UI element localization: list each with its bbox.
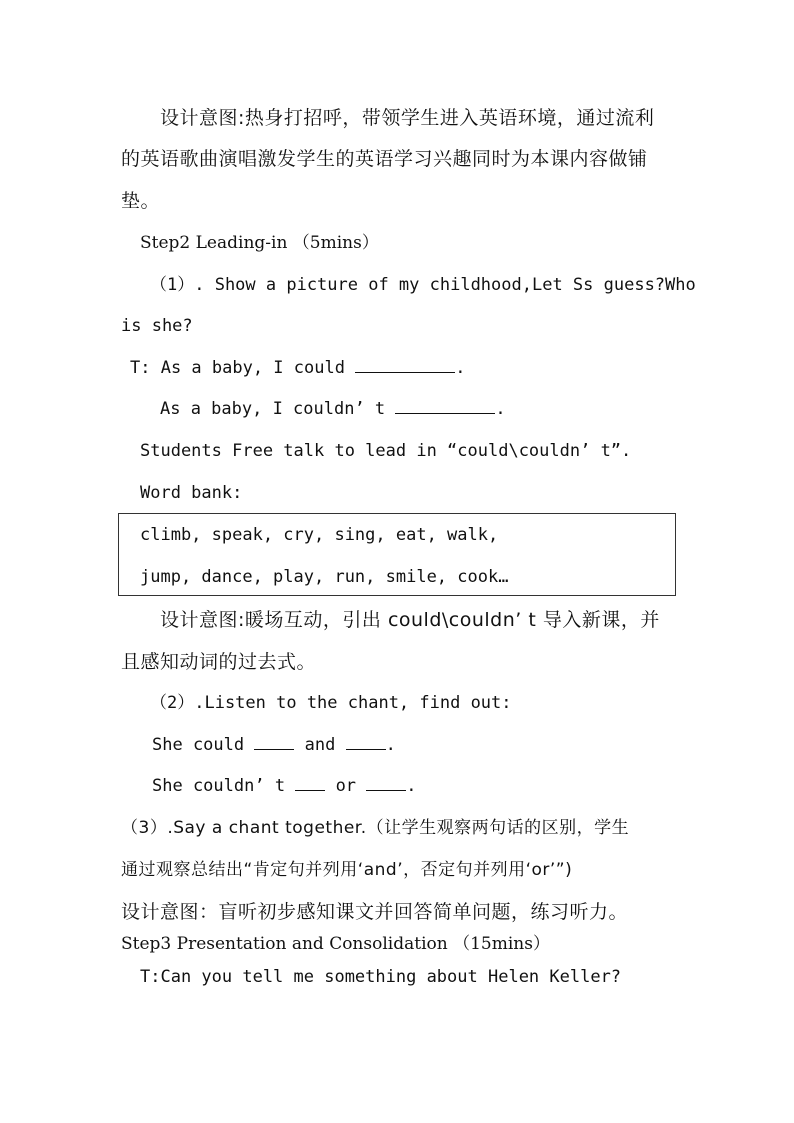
design-intent-1-line3: 垫。 [121, 190, 161, 212]
teacher-could-line: T: As a baby, I could . [130, 358, 466, 378]
she-could-text: She could [152, 735, 245, 755]
fill-blank [346, 733, 386, 750]
word-bank-label: Word bank: [140, 483, 243, 503]
step2-item3-line1: （3）.Say a chant together.（让学生观察两句话的区别，学生 [121, 818, 630, 838]
teacher-couldnt-line: As a baby, I couldn’ t . [160, 399, 506, 419]
fill-blank [395, 397, 495, 414]
step2-item2: （2）.Listen to the chant, find out: [150, 693, 512, 713]
teacher-could-text: T: As a baby, I could [130, 358, 345, 378]
design-intent-1-line1: 设计意图:热身打招呼，带领学生进入英语环境，通过流利 [160, 107, 655, 129]
step2-item1-line2: is she? [121, 316, 193, 336]
and-word: and [304, 735, 336, 755]
she-couldnt-text: She couldn’ t [152, 776, 286, 796]
or-word: or [335, 776, 357, 796]
step2-item1-line1: （1）. Show a picture of my childhood,Let Ss guess?Who [150, 275, 696, 295]
she-could-line: She could and . [152, 735, 396, 755]
she-couldnt-line: She couldn’ t or . [152, 776, 417, 796]
fill-blank [295, 774, 325, 791]
step3-heading: Step3 Presentation and Consolidation （15mins） [121, 934, 550, 954]
word-bank-line2: jump, dance, play, run, smile, cook… [140, 567, 509, 587]
fill-blank [366, 774, 406, 791]
free-talk-line: Students Free talk to lead in “could\couldn’ t”. [140, 441, 632, 461]
teacher-couldnt-text: As a baby, I couldn’ t [160, 399, 386, 419]
design-intent-1-line2: 的英语歌曲演唱激发学生的英语学习兴趣同时为本课内容做铺 [121, 148, 648, 170]
word-bank-line1: climb, speak, cry, sing, eat, walk, [140, 525, 499, 545]
step2-heading: Step2 Leading-in （5mins） [140, 233, 379, 253]
design-intent-2-line2: 且感知动词的过去式。 [121, 651, 317, 673]
fill-blank [355, 356, 455, 373]
step2-item3-line2: 通过观察总结出“肯定句并列用‘and’，否定句并列用‘or’”) [121, 860, 573, 880]
fill-blank [254, 733, 294, 750]
design-intent-3: 设计意图：盲听初步感知课文并回答简单问题，练习听力。 [121, 901, 629, 923]
step3-question: T:Can you tell me something about Helen Keller? [140, 967, 622, 987]
design-intent-2-line1: 设计意图:暖场互动，引出 could\couldn’ t 导入新课，并 [160, 609, 660, 631]
